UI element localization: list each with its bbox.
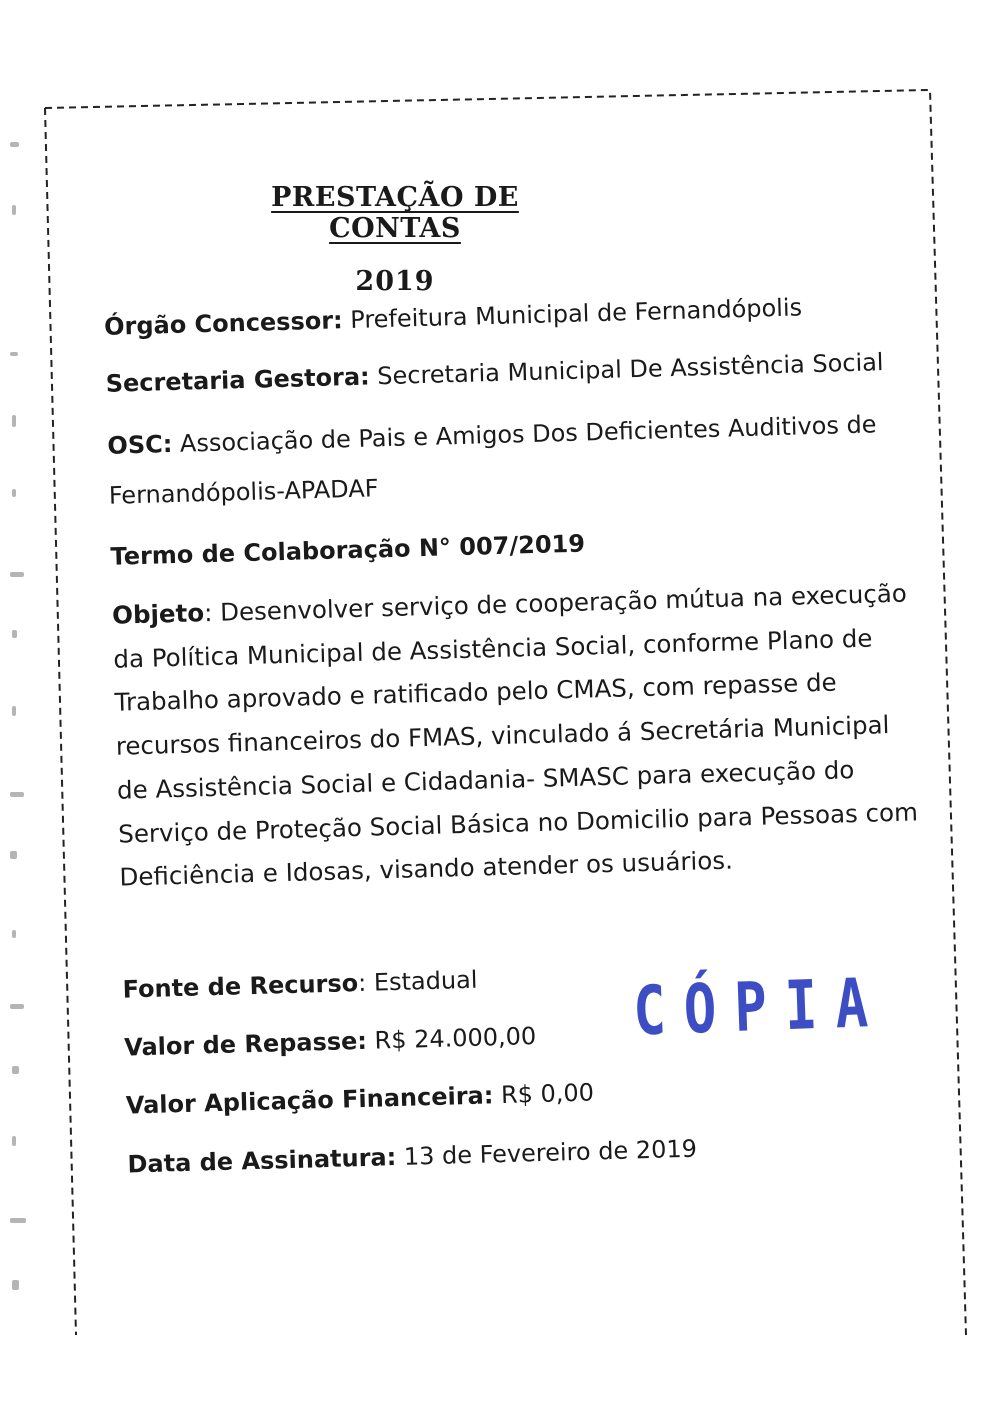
field-label: Secretaria Gestora: <box>105 362 371 398</box>
field-label: OSC: <box>107 430 173 460</box>
scan-mark <box>12 205 16 215</box>
field-value: Secretaria Municipal De Assistência Social <box>369 348 884 391</box>
scan-mark <box>10 1004 24 1009</box>
scan-mark <box>12 1136 16 1146</box>
scan-mark <box>10 792 24 797</box>
document-year: 2019 <box>355 266 435 297</box>
field-value: R$ 0,00 <box>492 1078 595 1110</box>
scan-mark <box>12 1066 19 1074</box>
field-label: Fonte de Recurso <box>122 969 359 1004</box>
field-value: 13 de Fevereiro de 2019 <box>395 1134 698 1172</box>
scan-mark <box>10 142 19 147</box>
scan-mark <box>10 851 17 859</box>
scan-mark <box>10 1218 26 1223</box>
scan-mark <box>12 930 16 938</box>
field-value: R$ 24.000,00 <box>366 1022 537 1055</box>
field-label: Objeto <box>111 598 205 630</box>
field-label: Termo de Colaboração N° 007/2019 <box>110 529 586 571</box>
document-title: PRESTAÇÃO DE CONTAS <box>271 182 519 244</box>
field-label: Órgão Concessor: <box>103 306 344 341</box>
field-value: Associação de Pais e Amigos Dos Deficientes Auditivos de Fernandópolis-APADAF <box>108 410 877 510</box>
scan-mark <box>12 415 16 427</box>
scan-mark <box>12 489 16 497</box>
field-label: Valor Aplicação Financeira: <box>125 1081 494 1120</box>
scan-mark <box>10 572 24 577</box>
scan-mark <box>12 1280 19 1290</box>
scan-mark <box>12 706 16 716</box>
field-label: Data de Assinatura: <box>127 1143 397 1179</box>
scan-mark <box>10 352 18 356</box>
field-value: : Estadual <box>357 965 478 998</box>
field-label: Valor de Repasse: <box>123 1026 368 1062</box>
title-block <box>215 182 575 297</box>
scan-mark <box>12 630 17 638</box>
copy-stamp: CÓPIA <box>632 963 888 1051</box>
field-objeto <box>112 571 920 899</box>
field-value: Prefeitura Municipal de Fernandópolis <box>342 293 803 335</box>
field-value: : Desenvolver serviço de cooperação mútua na execução da Política Municipal de Assistência Social, conforme Plano de Trabalho aprovado e ratificado pelo CMAS, com repasse de recursos financeiros do FMAS, vinculado á Secretária Municipal de Assistência Social e Cidadania- SMASC para execução do Serviço de Proteção Social Básica no Domicilio para Pessoas com Deficiência e Idosas, visando atender os usuários. <box>113 578 919 892</box>
